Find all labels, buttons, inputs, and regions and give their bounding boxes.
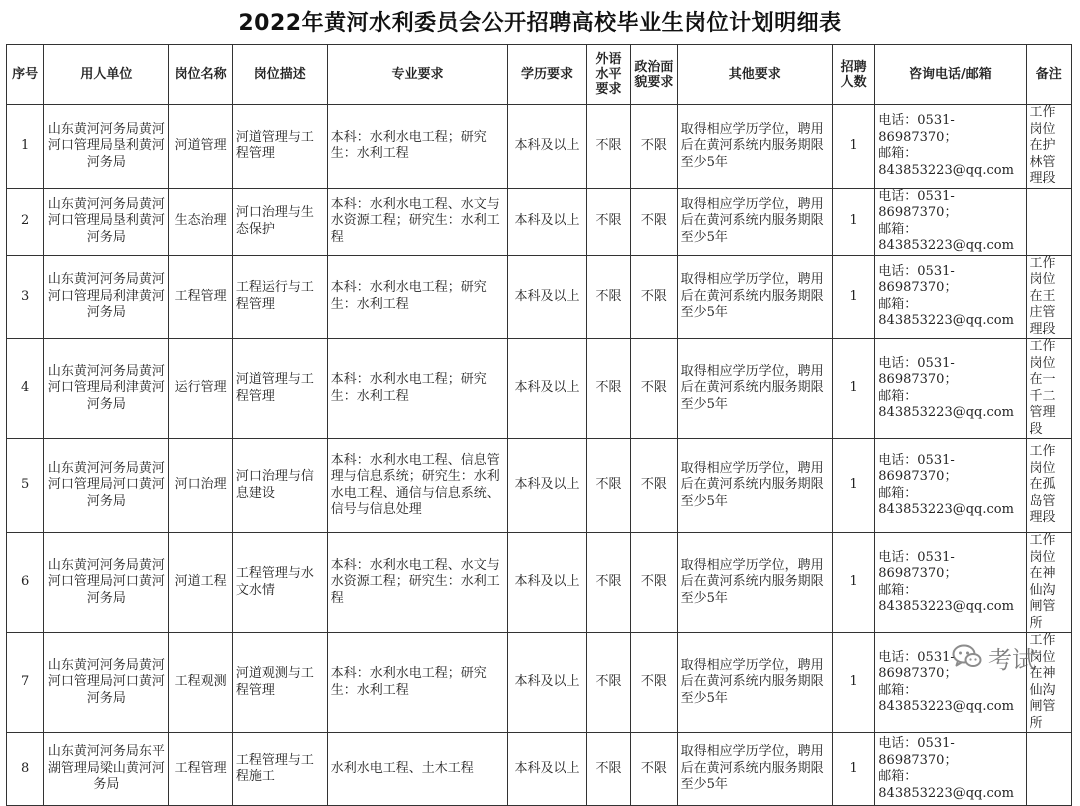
cell-contact: [875, 533, 1026, 633]
header-major: 专业要求: [327, 45, 508, 105]
contact-mail-label: 邮箱：: [878, 769, 918, 784]
contact-phone: 电话：0531-86987370；: [878, 355, 958, 387]
table-row: [7, 339, 1072, 439]
header-lang: 外语水平要求: [586, 45, 630, 105]
contact-mail: 843853223@qq.com: [878, 699, 1014, 714]
cell-seq: 8: [7, 733, 44, 806]
cell-desc: 工程管理与工程施工: [232, 733, 327, 806]
cell-contact: [875, 733, 1026, 806]
cell-unit: 山东黄河河务局黄河河口管理局河口黄河河务局: [44, 439, 169, 533]
cell-desc: 工程运行与工程管理: [232, 255, 327, 339]
cell-seq: 4: [7, 339, 44, 439]
cell-major: 本科：水利水电工程、水文与水资源工程；研究生：水利工程: [327, 188, 508, 255]
cell-contact: [875, 188, 1026, 255]
cell-major: 水利水电工程、土木工程: [327, 733, 508, 806]
header-post: 岗位名称: [169, 45, 233, 105]
cell-count: 1: [832, 533, 874, 633]
cell-lang: 不限: [586, 633, 630, 733]
table-row: [7, 633, 1072, 733]
cell-pol: 不限: [631, 339, 677, 439]
cell-count: 1: [832, 339, 874, 439]
cell-contact: [875, 255, 1026, 339]
header-contact: 咨询电话/邮箱: [875, 45, 1026, 105]
header-seq: 序号: [7, 45, 44, 105]
cell-desc: 河口治理与生态保护: [232, 188, 327, 255]
cell-post: 河道管理: [169, 105, 233, 189]
contact-phone: 电话：0531-86987370；: [878, 113, 958, 145]
cell-other: 取得相应学历学位，聘用后在黄河系统内服务期限至少5年: [677, 439, 832, 533]
cell-other: 取得相应学历学位，聘用后在黄河系统内服务期限至少5年: [677, 105, 832, 189]
cell-desc: 工程管理与水文水情: [232, 533, 327, 633]
cell-edu: 本科及以上: [508, 255, 587, 339]
table-row: [7, 439, 1072, 533]
cell-seq: 3: [7, 255, 44, 339]
cell-pol: 不限: [631, 439, 677, 533]
cell-edu: 本科及以上: [508, 188, 587, 255]
header-unit: 用人单位: [44, 45, 169, 105]
contact-mail: 843853223@qq.com: [878, 313, 1014, 329]
cell-unit: 山东黄河河务局黄河河口管理局利津黄河河务局: [44, 255, 169, 339]
cell-contact: [875, 439, 1026, 533]
cell-desc: 河道管理与工程管理: [232, 105, 327, 189]
contact-phone: 电话：0531-86987370；: [878, 188, 958, 220]
table-row: [7, 533, 1072, 633]
header-edu: 学历要求: [508, 45, 587, 105]
contact-mail: 843853223@qq.com: [878, 405, 1014, 420]
cell-unit: 山东黄河河务局黄河河口管理局河口黄河河务局: [44, 633, 169, 733]
header-pol: 政治面貌要求: [631, 45, 677, 105]
cell-post: 运行管理: [169, 339, 233, 439]
cell-seq: 5: [7, 439, 44, 533]
table-row: [7, 255, 1072, 339]
cell-count: 1: [832, 733, 874, 806]
cell-edu: 本科及以上: [508, 733, 587, 806]
cell-seq: 1: [7, 105, 44, 189]
contact-mail: 843853223@qq.com: [878, 162, 1014, 178]
header-desc: 岗位描述: [232, 45, 327, 105]
contact-mail-label: 邮箱：: [878, 146, 918, 162]
table-row: [7, 733, 1072, 806]
cell-major: 本科：水利水电工程；研究生：水利工程: [327, 255, 508, 339]
cell-other: 取得相应学历学位，聘用后在黄河系统内服务期限至少5年: [677, 533, 832, 633]
cell-desc: 河口治理与信息建设: [232, 439, 327, 533]
cell-unit: 山东黄河河务局黄河河口管理局垦利黄河河务局: [44, 188, 169, 255]
header-other: 其他要求: [677, 45, 832, 105]
contact-phone: 电话：0531-86987370；: [878, 263, 958, 296]
job-plan-table: [6, 44, 1072, 806]
contact-mail: 843853223@qq.com: [878, 599, 1014, 614]
cell-desc: 河道管理与工程管理: [232, 339, 327, 439]
contact-mail-label: 邮箱：: [878, 485, 918, 501]
cell-major: 本科：水利水电工程；研究生：水利工程: [327, 633, 508, 733]
cell-seq: 6: [7, 533, 44, 633]
cell-note: 工作岗位在孤岛管理段: [1026, 439, 1071, 533]
contact-mail-label: 邮箱：: [878, 296, 918, 312]
cell-major: 本科：水利水电工程、信息管理与信息系统；研究生：水利水电工程、通信与信息系统、信号与信息处理: [327, 439, 508, 533]
contact-phone: 电话：0531-86987370；: [878, 549, 958, 581]
cell-lang: 不限: [586, 105, 630, 189]
cell-post: 工程管理: [169, 255, 233, 339]
cell-pol: 不限: [631, 633, 677, 733]
cell-other: 取得相应学历学位，聘用后在黄河系统内服务期限至少5年: [677, 633, 832, 733]
cell-note: 工作岗位在护林管理段: [1026, 105, 1071, 189]
cell-edu: 本科及以上: [508, 533, 587, 633]
cell-unit: 山东黄河河务局黄河河口管理局河口黄河河务局: [44, 533, 169, 633]
cell-pol: 不限: [631, 733, 677, 806]
cell-edu: 本科及以上: [508, 633, 587, 733]
cell-other: 取得相应学历学位，聘用后在黄河系统内服务期限至少5年: [677, 188, 832, 255]
watermark: [952, 640, 1036, 675]
cell-lang: 不限: [586, 255, 630, 339]
cell-pol: 不限: [631, 105, 677, 189]
cell-unit: 山东黄河河务局黄河河口管理局垦利黄河河务局: [44, 105, 169, 189]
cell-major: 本科：水利水电工程；研究生：水利工程: [327, 105, 508, 189]
cell-pol: 不限: [631, 533, 677, 633]
contact-mail: 843853223@qq.com: [878, 238, 1014, 253]
table-row: [7, 188, 1072, 255]
cell-seq: 7: [7, 633, 44, 733]
cell-count: 1: [832, 633, 874, 733]
cell-edu: 本科及以上: [508, 439, 587, 533]
contact-phone: 电话：0531-86987370；: [878, 452, 958, 484]
cell-other: 取得相应学历学位，聘用后在黄河系统内服务期限至少5年: [677, 733, 832, 806]
cell-pol: 不限: [631, 188, 677, 255]
cell-post: 河道工程: [169, 533, 233, 633]
cell-pol: 不限: [631, 255, 677, 339]
contact-mail: 843853223@qq.com: [878, 785, 1014, 801]
cell-lang: 不限: [586, 733, 630, 806]
contact-mail-label: 邮箱：: [878, 582, 918, 598]
cell-count: 1: [832, 105, 874, 189]
cell-desc: 河道观测与工程管理: [232, 633, 327, 733]
cell-major: 本科：水利水电工程；研究生：水利工程: [327, 339, 508, 439]
cell-contact: [875, 105, 1026, 189]
cell-other: 取得相应学历学位，聘用后在黄河系统内服务期限至少5年: [677, 339, 832, 439]
cell-post: 生态治理: [169, 188, 233, 255]
cell-note: 工作岗位在王庄管理段: [1026, 255, 1071, 339]
contact-mail-label: 邮箱：: [878, 682, 918, 698]
cell-note: 工作岗位在神仙沟闸管所: [1026, 633, 1071, 733]
cell-note: 工作岗位在一千二管理段: [1026, 339, 1071, 439]
cell-lang: 不限: [586, 188, 630, 255]
cell-note: [1026, 733, 1071, 806]
cell-seq: 2: [7, 188, 44, 255]
contact-phone: 电话：0531-86987370；: [878, 736, 958, 768]
contact-mail: 843853223@qq.com: [878, 502, 1014, 517]
cell-post: 河口治理: [169, 439, 233, 533]
watermark-text: 考试: [988, 646, 1036, 674]
cell-note: 工作岗位在神仙沟闸管所: [1026, 533, 1071, 633]
cell-post: 工程观测: [169, 633, 233, 733]
cell-unit: 山东黄河河务局黄河河口管理局利津黄河河务局: [44, 339, 169, 439]
contact-phone: 电话：0531-86987370；: [878, 649, 958, 681]
contact-mail-label: 邮箱：: [878, 221, 918, 237]
cell-edu: 本科及以上: [508, 339, 587, 439]
table-row: [7, 105, 1072, 189]
cell-major: 本科：水利水电工程、水文与水资源工程；研究生：水利工程: [327, 533, 508, 633]
cell-note: [1026, 188, 1071, 255]
table-header-row: [7, 45, 1072, 105]
cell-count: 1: [832, 439, 874, 533]
cell-other: 取得相应学历学位，聘用后在黄河系统内服务期限至少5年: [677, 255, 832, 339]
cell-count: 1: [832, 188, 874, 255]
page-title: 2022年黄河水利委员会公开招聘高校毕业生岗位计划明细表: [238, 11, 842, 36]
header-note: 备注: [1026, 45, 1071, 105]
cell-contact: [875, 339, 1026, 439]
header-count: 招聘人数: [832, 45, 874, 105]
cell-post: 工程管理: [169, 733, 233, 806]
contact-mail-label: 邮箱：: [878, 388, 918, 404]
cell-lang: 不限: [586, 533, 630, 633]
cell-unit: 山东黄河河务局东平湖管理局梁山黄河河务局: [44, 733, 169, 806]
cell-lang: 不限: [586, 339, 630, 439]
cell-count: 1: [832, 255, 874, 339]
cell-edu: 本科及以上: [508, 105, 587, 189]
wechat-icon: [952, 643, 982, 673]
cell-lang: 不限: [586, 439, 630, 533]
